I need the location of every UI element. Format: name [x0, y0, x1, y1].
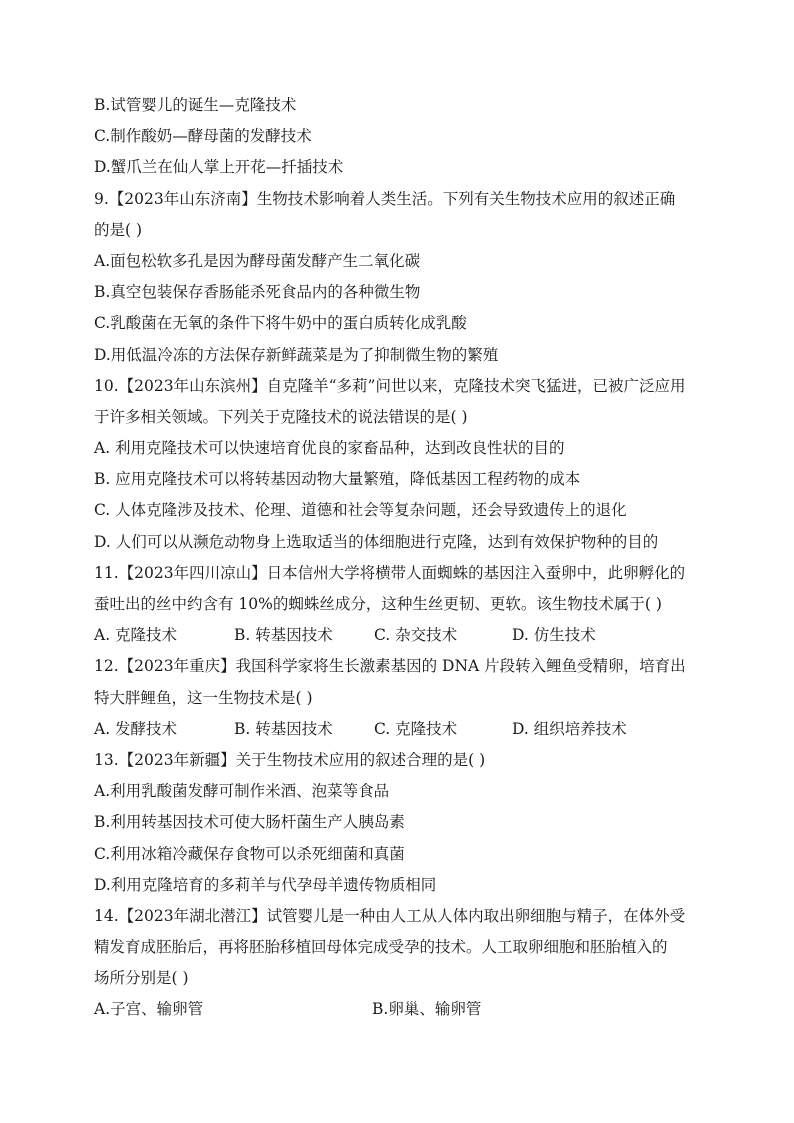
q11-option-c: C. 杂交技术 — [374, 626, 458, 645]
q14-stem-line-2: 精发育成胚胎后，再将胚胎移植回母体完成受孕的技术。人工取卵细胞和胚胎植入的 — [94, 938, 668, 957]
q12-stem-line-2: 特大胖鲤鱼，这一生物技术是( ) — [94, 688, 313, 707]
q8-option-b: B.试管婴儿的诞生—克隆技术 — [94, 96, 297, 114]
q11-stem-line-1: 11.【2023年四川凉山】日本信州大学将横带人面蜘蛛的基因注入蚕卵中，此卵孵化的 — [94, 563, 686, 582]
q9-stem-line-2: 的是( ) — [94, 220, 143, 239]
q12-option-c: C. 克隆技术 — [374, 719, 458, 738]
q13-option-d: D.利用克隆培育的多莉羊与代孕母羊遗传物质相同 — [94, 875, 437, 894]
q12-options — [94, 714, 714, 745]
q9-option-c: C.乳酸菌在无氧的条件下将牛奶中的蛋白质转化成乳酸 — [94, 314, 467, 333]
q14-options — [94, 994, 714, 1025]
q11-option-d: D. 仿生技术 — [512, 626, 596, 645]
q12-option-b: B. 转基因技术 — [234, 719, 333, 738]
q9-stem-line-1: 9.【2023年山东济南】生物技术影响着人类生活。下列有关生物技术应用的叙述正确 — [94, 189, 676, 208]
q12-option-d: D. 组织培养技术 — [512, 719, 627, 738]
q8-option-c: C.制作酸奶—酵母菌的发酵技术 — [94, 127, 312, 146]
q9-option-b: B.真空包装保存香肠能杀死食品内的各种微生物 — [94, 283, 421, 302]
document-page — [94, 90, 714, 1026]
q13-option-a: A.利用乳酸菌发酵可制作米酒、泡菜等食品 — [94, 782, 390, 801]
q10-option-c: C. 人体克隆涉及技术、伦理、道德和社会等复杂问题，还会导致遗传上的退化 — [94, 501, 627, 520]
q10-option-d: D. 人们可以从濒危动物身上选取适当的体细胞进行克隆，达到有效保护物种的目的 — [94, 532, 659, 551]
q14-stem-line-3: 场所分别是( ) — [94, 969, 189, 988]
q12-stem-line-1: 12.【2023年重庆】我国科学家将生长激素基因的 DNA 片段转入鲤鱼受精卵，培育出 — [94, 657, 686, 676]
q13-option-c: C.利用冰箱冷藏保存食物可以杀死细菌和真菌 — [94, 844, 405, 863]
q10-stem-line-1: 10.【2023年山东滨州】自克隆羊“多莉”问世以来，克隆技术突飞猛进，已被广泛应用 — [94, 376, 686, 395]
q11-stem-line-2: 蚕吐出的丝中约含有 10%的蜘蛛丝成分，这种生丝更韧、更软。该生物技术属于( ) — [94, 595, 662, 613]
q12-option-a: A. 发酵技术 — [94, 719, 178, 738]
q14-option-b: B.卵巢、输卵管 — [372, 1000, 482, 1019]
q8-option-d: D.蟹爪兰在仙人掌上开花—扦插技术 — [94, 158, 344, 177]
q14-option-a: A.子宫、输卵管 — [94, 1000, 204, 1019]
q13-stem: 13.【2023年新疆】关于生物技术应用的叙述合理的是( ) — [94, 750, 486, 769]
q11-options — [94, 620, 714, 651]
q14-stem-line-1: 14.【2023年湖北潜江】试管婴儿是一种由人工从人体内取出卵细胞与精子，在体外受 — [94, 906, 686, 925]
q11-option-a: A. 克隆技术 — [94, 626, 178, 645]
q9-option-a: A.面包松软多孔是因为酵母菌发酵产生二氧化碳 — [94, 251, 421, 270]
q9-option-d: D.用低温冷冻的方法保存新鲜蔬菜是为了抑制微生物的繁殖 — [94, 345, 499, 364]
q10-stem-line-2: 于许多相关领域。下列关于克隆技术的说法错误的是( ) — [94, 407, 468, 426]
q10-option-b: B. 应用克隆技术可以将转基因动物大量繁殖，降低基因工程药物的成本 — [94, 470, 581, 489]
q10-option-a: A. 利用克隆技术可以快速培育优良的家畜品种，达到改良性状的目的 — [94, 439, 565, 458]
q13-option-b: B.利用转基因技术可使大肠杆菌生产人胰岛素 — [94, 813, 405, 832]
q11-option-b: B. 转基因技术 — [234, 626, 333, 645]
